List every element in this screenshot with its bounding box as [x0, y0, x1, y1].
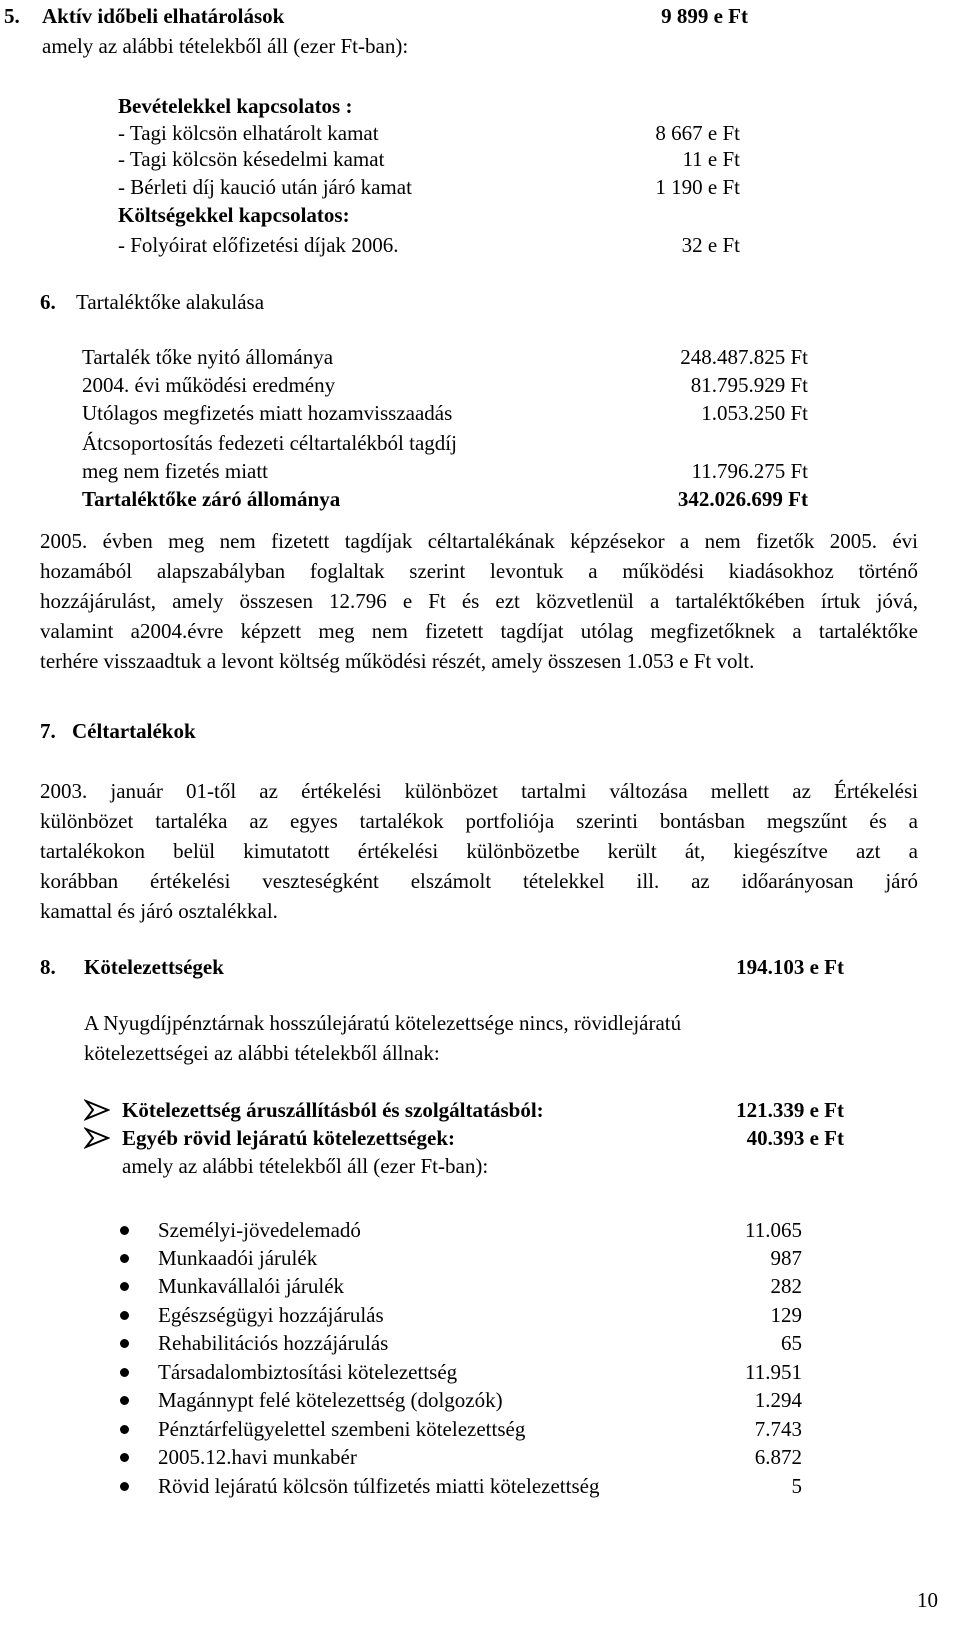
- section-8-total: 194.103 e Ft: [736, 955, 844, 979]
- item-value: 1 190 e Ft: [655, 175, 740, 199]
- reserve-row-label: Átcsoportosítás fedezeti céltartalékból tagdíj: [82, 431, 457, 455]
- section-8-number: 8.: [40, 955, 56, 979]
- item-value: 8 667 e Ft: [655, 121, 740, 145]
- item-label: - Tagi kölcsön elhatárolt kamat: [118, 121, 379, 145]
- bullet-item-label: Egészségügyi hozzájárulás: [158, 1303, 384, 1327]
- reserve-row-value: 11.796.275 Ft: [691, 459, 808, 483]
- item-label: - Tagi kölcsön késedelmi kamat: [118, 147, 385, 171]
- reserve-row-value: 81.795.929 Ft: [690, 373, 808, 397]
- item-value: 11 e Ft: [682, 147, 740, 171]
- liability-item-value: 40.393 e Ft: [746, 1126, 844, 1150]
- bullet-icon: [120, 1425, 129, 1434]
- paragraph-line: tartalékokon belül kimutatott értékelési különbözetbe került át, kiegészítve azt a: [40, 839, 918, 863]
- section-7-title: Céltartalékok: [72, 719, 196, 743]
- liability-item-label: Kötelezettség áruszállításból és szolgáltatásból:: [122, 1098, 544, 1122]
- paragraph-line: különbözet tartaléka az egyes tartalékok portfoliója szerinti bontásban megszűnt és a: [40, 809, 918, 833]
- paragraph-line: valamint a2004.évre képzett meg nem fizetett tagdíjat utólag megfizetőknek a tartaléktőke: [40, 619, 918, 643]
- page-number: 10: [917, 1588, 938, 1612]
- sub-caption: amely az alábbi tételekből áll (ezer Ft-ban):: [122, 1154, 489, 1178]
- paragraph-line: kamattal és járó osztalékkal.: [40, 899, 278, 923]
- reserve-row-label: meg nem fizetés miatt: [82, 459, 269, 483]
- reserve-closing-value: 342.026.699 Ft: [677, 487, 808, 511]
- reserve-closing-label: Tartaléktőke záró állománya: [82, 487, 341, 511]
- paragraph-line: 2003. január 01-től az értékelési különbözet tartalmi változása mellett az Értékelési: [40, 779, 918, 803]
- liability-item-value: 121.339 e Ft: [736, 1098, 844, 1122]
- paragraph-line: 2005. évben meg nem fizetett tagdíjak céltartalékának képzésekor a nem fizetők 2005. évi: [40, 529, 918, 553]
- bullet-item-value: 987: [770, 1246, 802, 1270]
- group-heading-costs: Költségekkel kapcsolatos:: [118, 203, 350, 227]
- section-7-number: 7.: [40, 719, 56, 743]
- bullet-item-value: 65: [781, 1331, 802, 1355]
- liability-item-label: Egyéb rövid lejáratú kötelezettségek:: [122, 1126, 455, 1150]
- bullet-icon: [120, 1396, 129, 1405]
- reserve-row-label: Tartalék tőke nyitó állománya: [82, 345, 334, 369]
- bullet-item-label: Rehabilitációs hozzájárulás: [158, 1331, 389, 1355]
- section-6-title: Tartaléktőke alakulása: [76, 290, 265, 314]
- bullet-icon: [120, 1254, 129, 1263]
- intro-line: A Nyugdíjpénztárnak hosszúlejáratú kötelezettsége nincs, rövidlejáratú: [84, 1011, 682, 1035]
- section-5-total: 9 899 e Ft: [661, 4, 748, 28]
- arrow-bullet-icon: [84, 1099, 110, 1121]
- section-8-title: Kötelezettségek: [84, 955, 224, 979]
- section-6-paragraph: [40, 526, 918, 676]
- bullet-item-label: Munkaadói járulék: [158, 1246, 318, 1270]
- bullet-item-value: 7.743: [754, 1417, 802, 1441]
- bullet-item-value: 129: [770, 1303, 802, 1327]
- bullet-item-label: Társadalombiztosítási kötelezettség: [158, 1360, 458, 1384]
- bullet-item-value: 11.951: [745, 1360, 802, 1384]
- bullet-item-value: 1.294: [754, 1388, 802, 1412]
- bullet-item-value: 5: [791, 1474, 802, 1498]
- paragraph-line: korábban értékelési veszteségként elszámolt tételekkel ill. az időarányosan járó: [40, 869, 918, 893]
- bullet-item-label: 2005.12.havi munkabér: [158, 1445, 357, 1469]
- bullet-item-value: 11.065: [745, 1218, 802, 1242]
- reserve-row-value: 248.487.825 Ft: [680, 345, 808, 369]
- reserve-row-value: 1.053.250 Ft: [701, 401, 808, 425]
- paragraph-line: hozzájárulást, amely összesen 12.796 e Ft és ezt közvetlenül a tartaléktőkében írtuk jóvá,: [40, 589, 918, 613]
- bullet-item-label: Pénztárfelügyelettel szembeni kötelezettség: [158, 1417, 526, 1441]
- bullet-icon: [120, 1339, 129, 1348]
- reserve-row-label: Utólagos megfizetés miatt hozamvisszaadás: [82, 401, 453, 425]
- bullet-item-value: 282: [770, 1274, 802, 1298]
- paragraph-line: hozamából alapszabályban foglaltak szerint levontuk a működési kiadásokhoz történő: [40, 559, 918, 583]
- bullet-icon: [120, 1282, 129, 1291]
- bullet-item-label: Rövid lejáratú kölcsön túlfizetés miatti kötelezettség: [158, 1474, 600, 1498]
- bullet-icon: [120, 1311, 129, 1320]
- bullet-item-label: Munkavállalói járulék: [158, 1274, 345, 1298]
- bullet-item-label: Magánnypt felé kötelezettség (dolgozók): [158, 1388, 503, 1412]
- section-7-paragraph: [40, 776, 918, 926]
- bullet-item-label: Személyi-jövedelemadó: [158, 1218, 361, 1242]
- section-5-subtitle: amely az alábbi tételekből áll (ezer Ft-ban):: [42, 34, 409, 58]
- intro-line: kötelezettségei az alábbi tételekből állnak:: [84, 1041, 440, 1065]
- section-5-title: Aktív időbeli elhatárolások: [42, 4, 285, 28]
- bullet-icon: [120, 1482, 129, 1491]
- item-label: - Folyóirat előfizetési díjak 2006.: [118, 233, 399, 257]
- bullet-icon: [120, 1368, 129, 1377]
- group-heading-revenue: Bevételekkel kapcsolatos :: [118, 94, 353, 118]
- item-label: - Bérleti díj kaució után járó kamat: [118, 175, 412, 199]
- section-5-number: 5.: [4, 4, 20, 28]
- paragraph-line: terhére visszaadtuk a levont költség működési részét, amely összesen 1.053 e Ft volt.: [40, 649, 755, 673]
- bullet-item-value: 6.872: [754, 1445, 802, 1469]
- item-value: 32 e Ft: [681, 233, 740, 257]
- bullet-icon: [120, 1226, 129, 1235]
- section-6-number: 6.: [40, 290, 56, 314]
- reserve-row-label: 2004. évi működési eredmény: [82, 373, 336, 397]
- bullet-icon: [120, 1453, 129, 1462]
- arrow-bullet-icon: [84, 1127, 110, 1149]
